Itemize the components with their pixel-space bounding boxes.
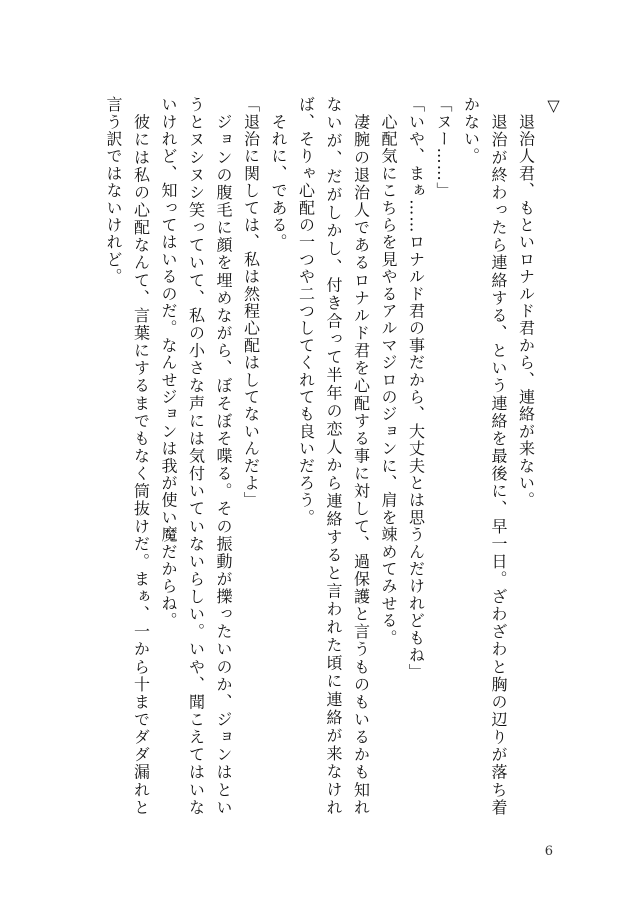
paragraph: 退治が終わったら連絡する、という連絡を最後に、早一日。ざわざわと胸の辺りが落ち着かない。 [461,96,508,816]
dialogue-line: 「ヌー……」 [434,96,453,200]
section-break-symbol: ▽ [544,96,563,117]
paragraph: 凄腕の退治人であるロナルド君を心配する事に対して、過保護と言うものもいるかも知れないが、だがしかし、付き合って半年の恋人から連絡すると言われた頃に連絡が来なければ、そりゃ心配の一つや二つしてくれても良いだろう。 [296,96,371,816]
paragraph: それに、である。 [269,96,288,251]
vertical-text-body [72,96,567,816]
paragraph: 彼には私の心配なんて、言葉にするまでもなく筒抜けだ。まぁ、一から十までダダ漏れと言う訳ではないけれど。 [104,96,151,816]
paragraph: ジョンの腹毛に顔を埋めながら、ぼそぼそ喋る。その振動が擽ったいのか、ジョンはというとヌシヌシ笑っていて、私の小さな声には気付いていないらしい。いや、聞こえてはいないけれど、知ってはいるのだ。なんせジョンは我が使い魔だからね。 [159,96,233,816]
dialogue-line: 「いや、まぁ……ロナルド君の事だから、大丈夫とは思うんだけれどもね」 [406,96,426,681]
dialogue-line: 「退治に関しては、私は然程心配はしてないんだよ」 [241,96,261,509]
paragraph: 退治人君、もといロナルド君から、連絡が来ない。 [516,96,536,509]
page-number: 6 [544,844,553,859]
paragraph: 心配気にこちらを見やるアルマジロのジョンに、肩を竦めてみせる。 [379,96,398,647]
